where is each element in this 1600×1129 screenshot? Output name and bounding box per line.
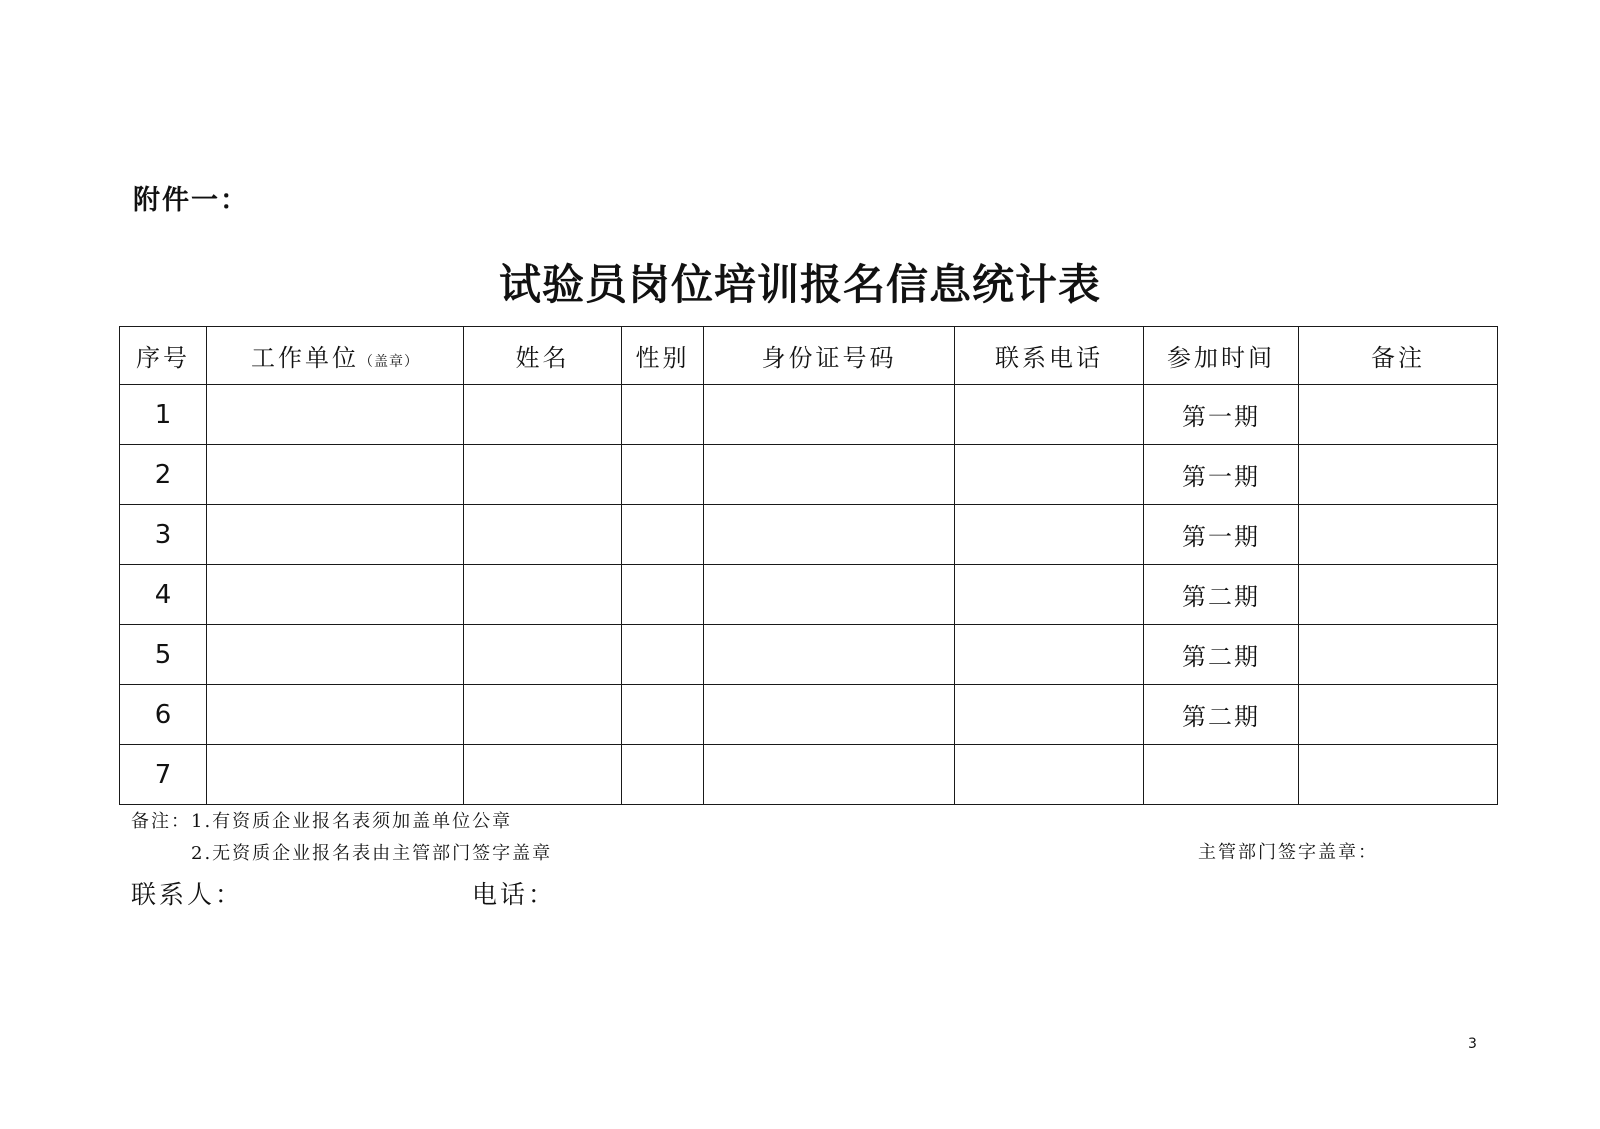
cell-phone [955,745,1144,805]
header-unit-label: 工作单位 [251,344,359,372]
cell-gender [622,745,704,805]
cell-id-number [704,385,955,445]
cell-unit [207,685,464,745]
header-unit [207,327,464,385]
cell-time: 第二期 [1144,625,1299,685]
page-number: 3 [1468,1036,1477,1052]
header-seq: 序号 [120,327,207,385]
cell-phone [955,625,1144,685]
table-row [120,685,1498,745]
row-seq: 4 [120,565,207,625]
cell-name [464,505,622,565]
table-row [120,445,1498,505]
cell-remark [1299,565,1498,625]
cell-phone [955,565,1144,625]
cell-unit [207,385,464,445]
cell-time: 第二期 [1144,685,1299,745]
header-phone: 联系电话 [955,327,1144,385]
row-seq: 5 [120,625,207,685]
cell-gender [622,445,704,505]
header-row [120,327,1498,385]
registration-table [119,326,1498,805]
header-remark: 备注 [1299,327,1498,385]
header-id-number: 身份证号码 [704,327,955,385]
table-body [120,385,1498,805]
table-row [120,505,1498,565]
cell-gender [622,565,704,625]
cell-time: 第一期 [1144,445,1299,505]
cell-remark [1299,685,1498,745]
cell-gender [622,625,704,685]
row-seq: 3 [120,505,207,565]
row-seq: 7 [120,745,207,805]
header-gender: 性别 [622,327,704,385]
cell-name [464,445,622,505]
cell-id-number [704,685,955,745]
remark-line-1: 备注：1.有资质企业报名表须加盖单位公章 [131,811,513,832]
cell-id-number [704,745,955,805]
cell-unit [207,445,464,505]
cell-id-number [704,505,955,565]
cell-remark [1299,445,1498,505]
cell-time: 第一期 [1144,505,1299,565]
cell-remark [1299,505,1498,565]
row-seq: 2 [120,445,207,505]
header-time: 参加时间 [1144,327,1299,385]
cell-id-number [704,625,955,685]
row-seq: 1 [120,385,207,445]
contact-row [131,875,557,911]
row-seq: 6 [120,685,207,745]
cell-remark [1299,385,1498,445]
remarks-block [131,806,552,870]
cell-unit [207,625,464,685]
cell-name [464,565,622,625]
cell-unit [207,565,464,625]
header-name: 姓名 [464,327,622,385]
cell-gender [622,385,704,445]
contact-phone-label: 电话： [472,880,557,909]
cell-remark [1299,745,1498,805]
remark-line-2: 2.无资质企业报名表由主管部门签字盖章 [191,843,553,864]
cell-phone [955,445,1144,505]
cell-name [464,625,622,685]
cell-gender [622,685,704,745]
cell-phone [955,505,1144,565]
table-row [120,625,1498,685]
cell-remark [1299,625,1498,685]
cell-name [464,745,622,805]
contact-person-label: 联系人： [131,880,244,909]
supervisor-sign-label: 主管部门签字盖章： [1198,842,1378,863]
header-unit-note: （盖章） [359,354,419,370]
attachment-label: 附件一： [133,185,249,216]
cell-name [464,685,622,745]
cell-name [464,385,622,445]
cell-phone [955,685,1144,745]
cell-time: 第一期 [1144,385,1299,445]
cell-gender [622,505,704,565]
cell-unit [207,745,464,805]
cell-time: 第二期 [1144,565,1299,625]
table-row [120,745,1498,805]
cell-unit [207,505,464,565]
cell-time [1144,745,1299,805]
cell-id-number [704,445,955,505]
table-row [120,565,1498,625]
table-row [120,385,1498,445]
document-title: 试验员岗位培训报名信息统计表 [498,260,1101,309]
cell-phone [955,385,1144,445]
table-header [120,327,1498,385]
cell-id-number [704,565,955,625]
